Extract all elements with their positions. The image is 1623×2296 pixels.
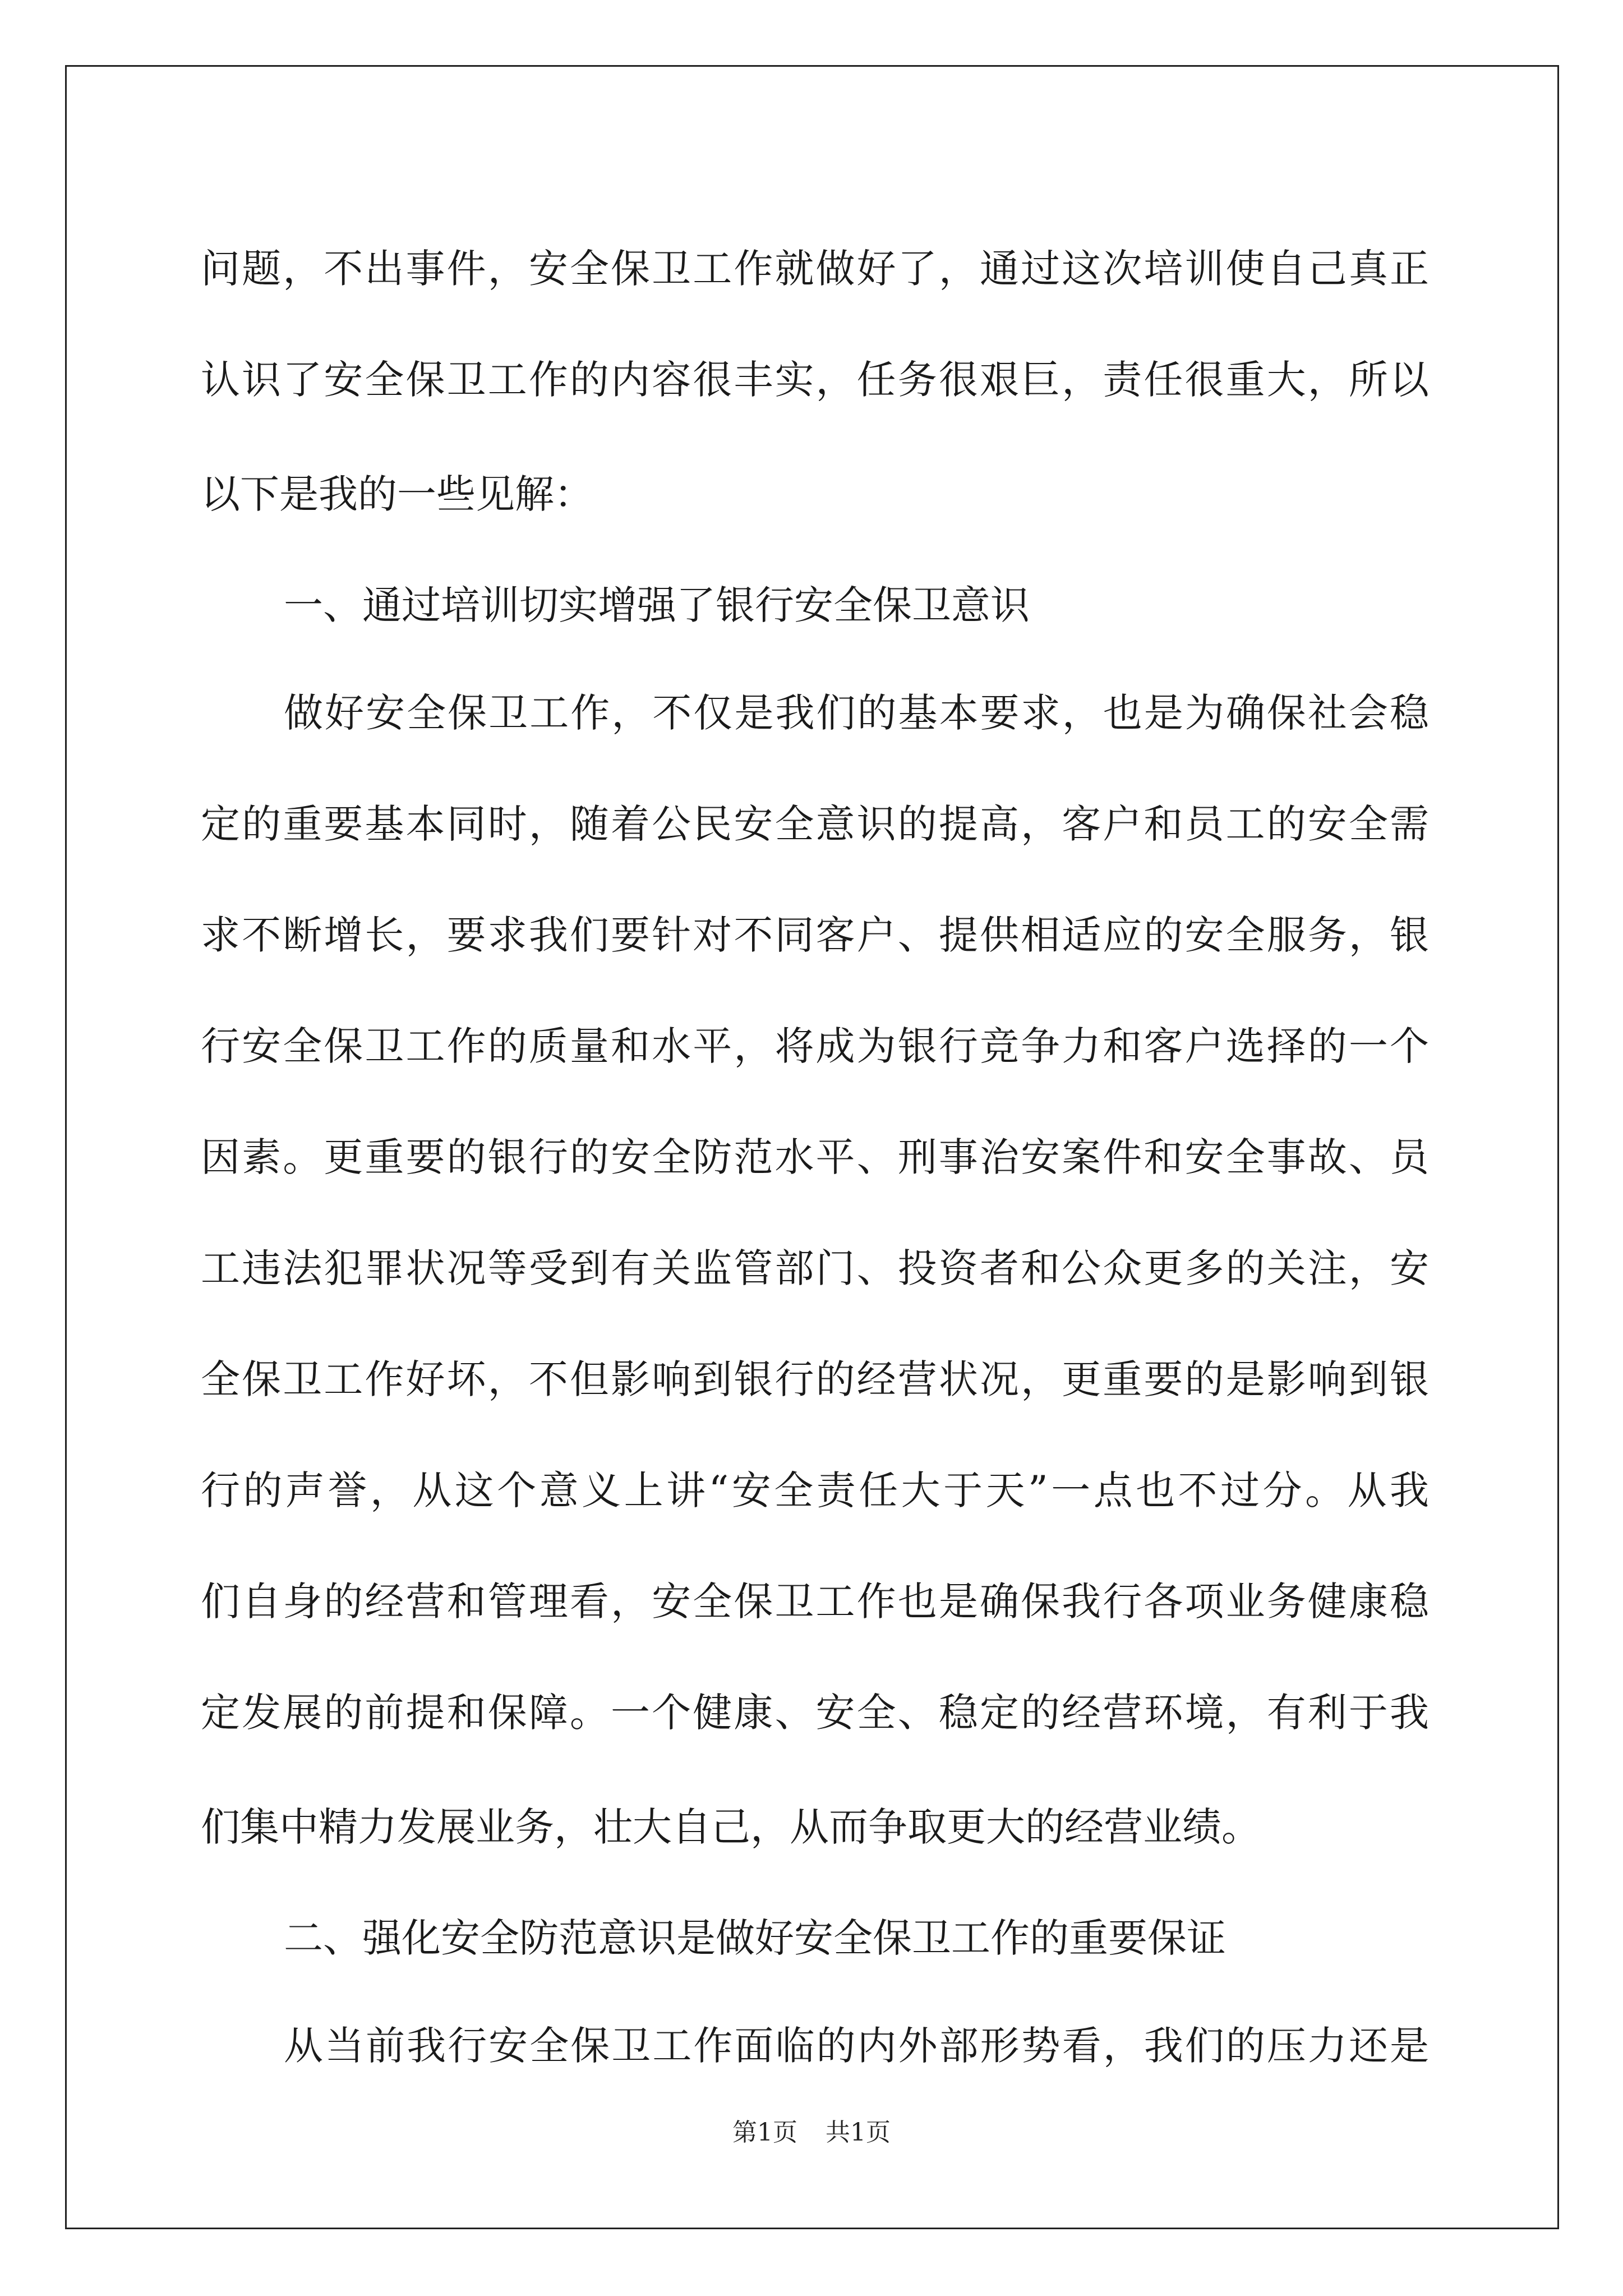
text-line-8: 行安全保卫工作的质量和水平，将成为银行竞争力和客户选择的一个 xyxy=(201,1023,1429,1069)
text-line-11: 全保卫工作好坏，不但影响到银行的经营状况，更重要的是影响到银 xyxy=(201,1356,1429,1402)
text-line-6: 定的重要基本同时，随着公民安全意识的提高，客户和员工的安全需 xyxy=(201,801,1429,847)
section-heading-1: 一、通过培训切实增强了银行安全保卫意识 xyxy=(284,582,1030,628)
page-number: 第1页 xyxy=(732,2118,797,2147)
text-line-10: 工违法犯罪状况等受到有关监管部门、投资者和公众更多的关注，安 xyxy=(201,1245,1429,1291)
text-line-9: 因素。更重要的银行的安全防范水平、刑事治安案件和安全事故、员 xyxy=(201,1134,1429,1180)
document-body xyxy=(201,213,1429,2101)
text-line-14: 定发展的前提和保障。一个健康、安全、稳定的经营环境，有利于我 xyxy=(201,1690,1429,1736)
text-line-2: 认识了安全保卫工作的内容很丰实，任务很艰巨，责任很重大，所以 xyxy=(201,357,1429,403)
text-line-12: 行的声誉，从这个意义上讲“安全责任大于天”一点也不过分。从我 xyxy=(201,1467,1429,1513)
page-total: 共1页 xyxy=(826,2118,891,2147)
text-line-7: 求不断增长，要求我们要针对不同客户、提供相适应的安全服务，银 xyxy=(201,912,1429,958)
text-line-3: 以下是我的一些见解： xyxy=(201,471,593,517)
text-line-5: 做好安全保卫工作，不仅是我们的基本要求，也是为确保社会稳 xyxy=(284,690,1429,736)
text-line-1: 问题，不出事件，安全保卫工作就做好了，通过这次培训使自己真正 xyxy=(201,246,1429,292)
text-line-17: 从当前我行安全保卫工作面临的内外部形势看，我们的压力还是 xyxy=(284,2023,1429,2069)
page-footer xyxy=(0,2112,1623,2148)
text-line-15: 们集中精力发展业务，壮大自己，从而争取更大的经营业绩。 xyxy=(201,1803,1261,1850)
section-heading-2: 二、强化安全防范意识是做好安全保卫工作的重要保证 xyxy=(284,1915,1226,1961)
text-line-13: 们自身的经营和管理看，安全保卫工作也是确保我行各项业务健康稳 xyxy=(201,1579,1429,1625)
